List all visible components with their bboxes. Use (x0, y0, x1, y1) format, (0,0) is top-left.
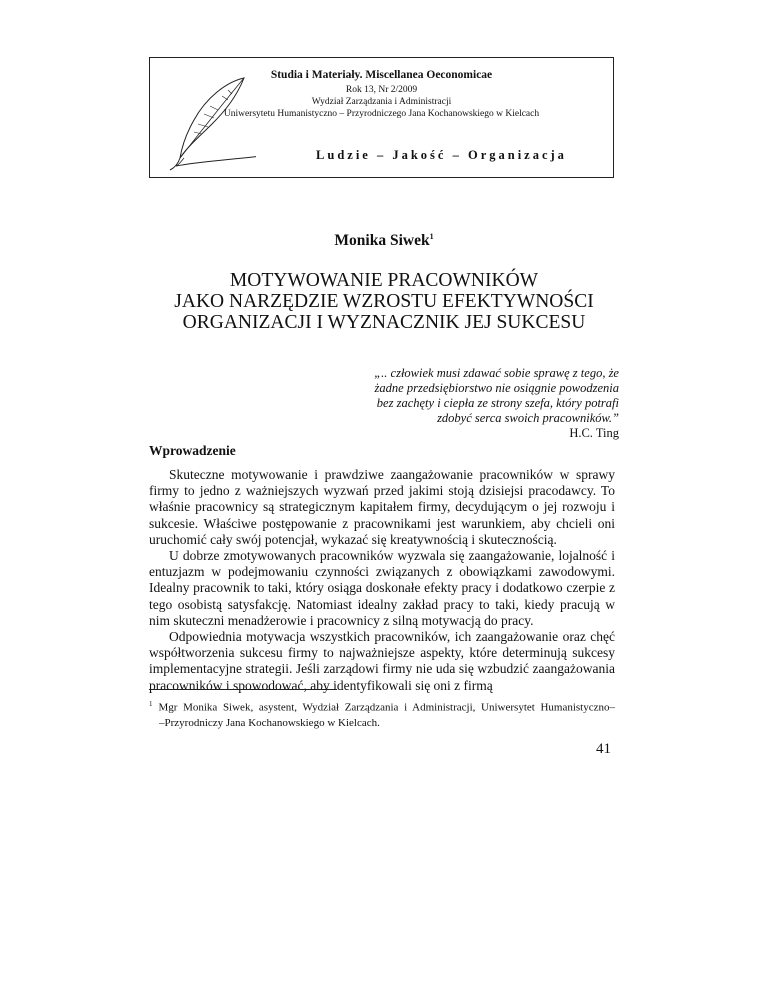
footnote-line-2: –Przyrodniczy Jana Kochanowskiego w Kielcach. (159, 716, 380, 729)
title-line-1: MOTYWOWANIE PRACOWNIKÓW (229, 270, 539, 291)
body-paragraph: Odpowiednia motywacja wszystkich pracowników, ich zaangażowanie oraz chęć współtworzenia sukcesu firmy to najważniejsze aspekty, które determinują sukcesy implementacyjne strategii. Jeśli zarządowi firmy nie uda się wzbudzić zaangażowania pracowników i spowodować, aby identyfikowali się oni z firmą (149, 629, 615, 693)
epigraph-line-3: bez zachęty i ciepła ze strony szefa, który potrafi (376, 396, 619, 410)
journal-motto: Ludzie – Jakość – Organizacja (316, 148, 567, 162)
footnote-divider (149, 689, 337, 690)
footnote-text-1: Mgr Monika Siwek, asystent, Wydział Zarządzania i Administracji, Uniwersytet Humanistyczno– (158, 701, 615, 714)
footnote-mark: 1 (149, 700, 153, 708)
epigraph-line-2: żadne przedsiębiorstwo nie osiągnie powodzenia (374, 381, 619, 395)
epigraph-quote (374, 366, 619, 441)
section-heading: Wprowadzenie (149, 443, 236, 458)
author-name: Monika Siwek (334, 232, 430, 250)
body-paragraph: Skuteczne motywowanie i prawdziwe zaangażowanie pracowników w sprawy firmy to jedno z ważniejszych wyzwań przed jakimi stoją dzisiejsi pracodawcy. To właśnie pracownicy są strategicznym kapitałem firmy, decydującym o jej rozwoju i sukcesie. Właściwe postępowanie z pracownikami jest warunkiem, aby chcieli oni uruchomić cały swój potencjał, wykazać się kreatywnością i skutecznością. (149, 467, 615, 547)
journal-issue: Rok 13, Nr 2/2009 (345, 85, 418, 95)
title-line-2: JAKO NARZĘDZIE WZROSTU EFEKTYWNOŚCI (174, 291, 594, 312)
article-body (149, 467, 615, 694)
article-author (0, 232, 768, 250)
body-paragraph: U dobrze zmotywowanych pracowników wyzwala się zaangażowanie, lojalność i entuzjazm w podejmowaniu czynności związanych z obowiązkami zawodowymi. Idealny pracownik to taki, który osiąga doskonałe efekty pracy i dodatkowo czerpie z tego osobistą satysfakcję. Natomiast idealny zakład pracy to taki, kiedy pracują w nim skuteczni menadżerowie i pracownicy z silną motywacją do pracy. (149, 548, 615, 628)
journal-university: Uniwersytetu Humanistyczno – Przyrodniczego Jana Kochanowskiego w Kielcach (223, 109, 540, 119)
footnote (149, 697, 615, 731)
epigraph-line-4: zdobyć serca swoich pracowników.” (437, 411, 619, 425)
epigraph-line-1: „.. człowiek musi zdawać sobie sprawę z tego, że (374, 366, 619, 380)
page-number: 41 (596, 741, 611, 757)
journal-faculty: Wydział Zarządzania i Administracji (311, 97, 452, 107)
footnote-line-1 (149, 697, 615, 716)
article-title (0, 270, 768, 333)
epigraph-attribution: H.C. Ting (569, 426, 619, 440)
title-line-3: ORGANIZACJI I WYZNACZNIK JEJ SUKCESU (182, 312, 586, 333)
journal-title: Studia i Materiały. Miscellanea Oeconomicae (270, 69, 493, 81)
journal-header-box (149, 57, 614, 178)
author-footnote-ref[interactable]: 1 (429, 232, 434, 241)
